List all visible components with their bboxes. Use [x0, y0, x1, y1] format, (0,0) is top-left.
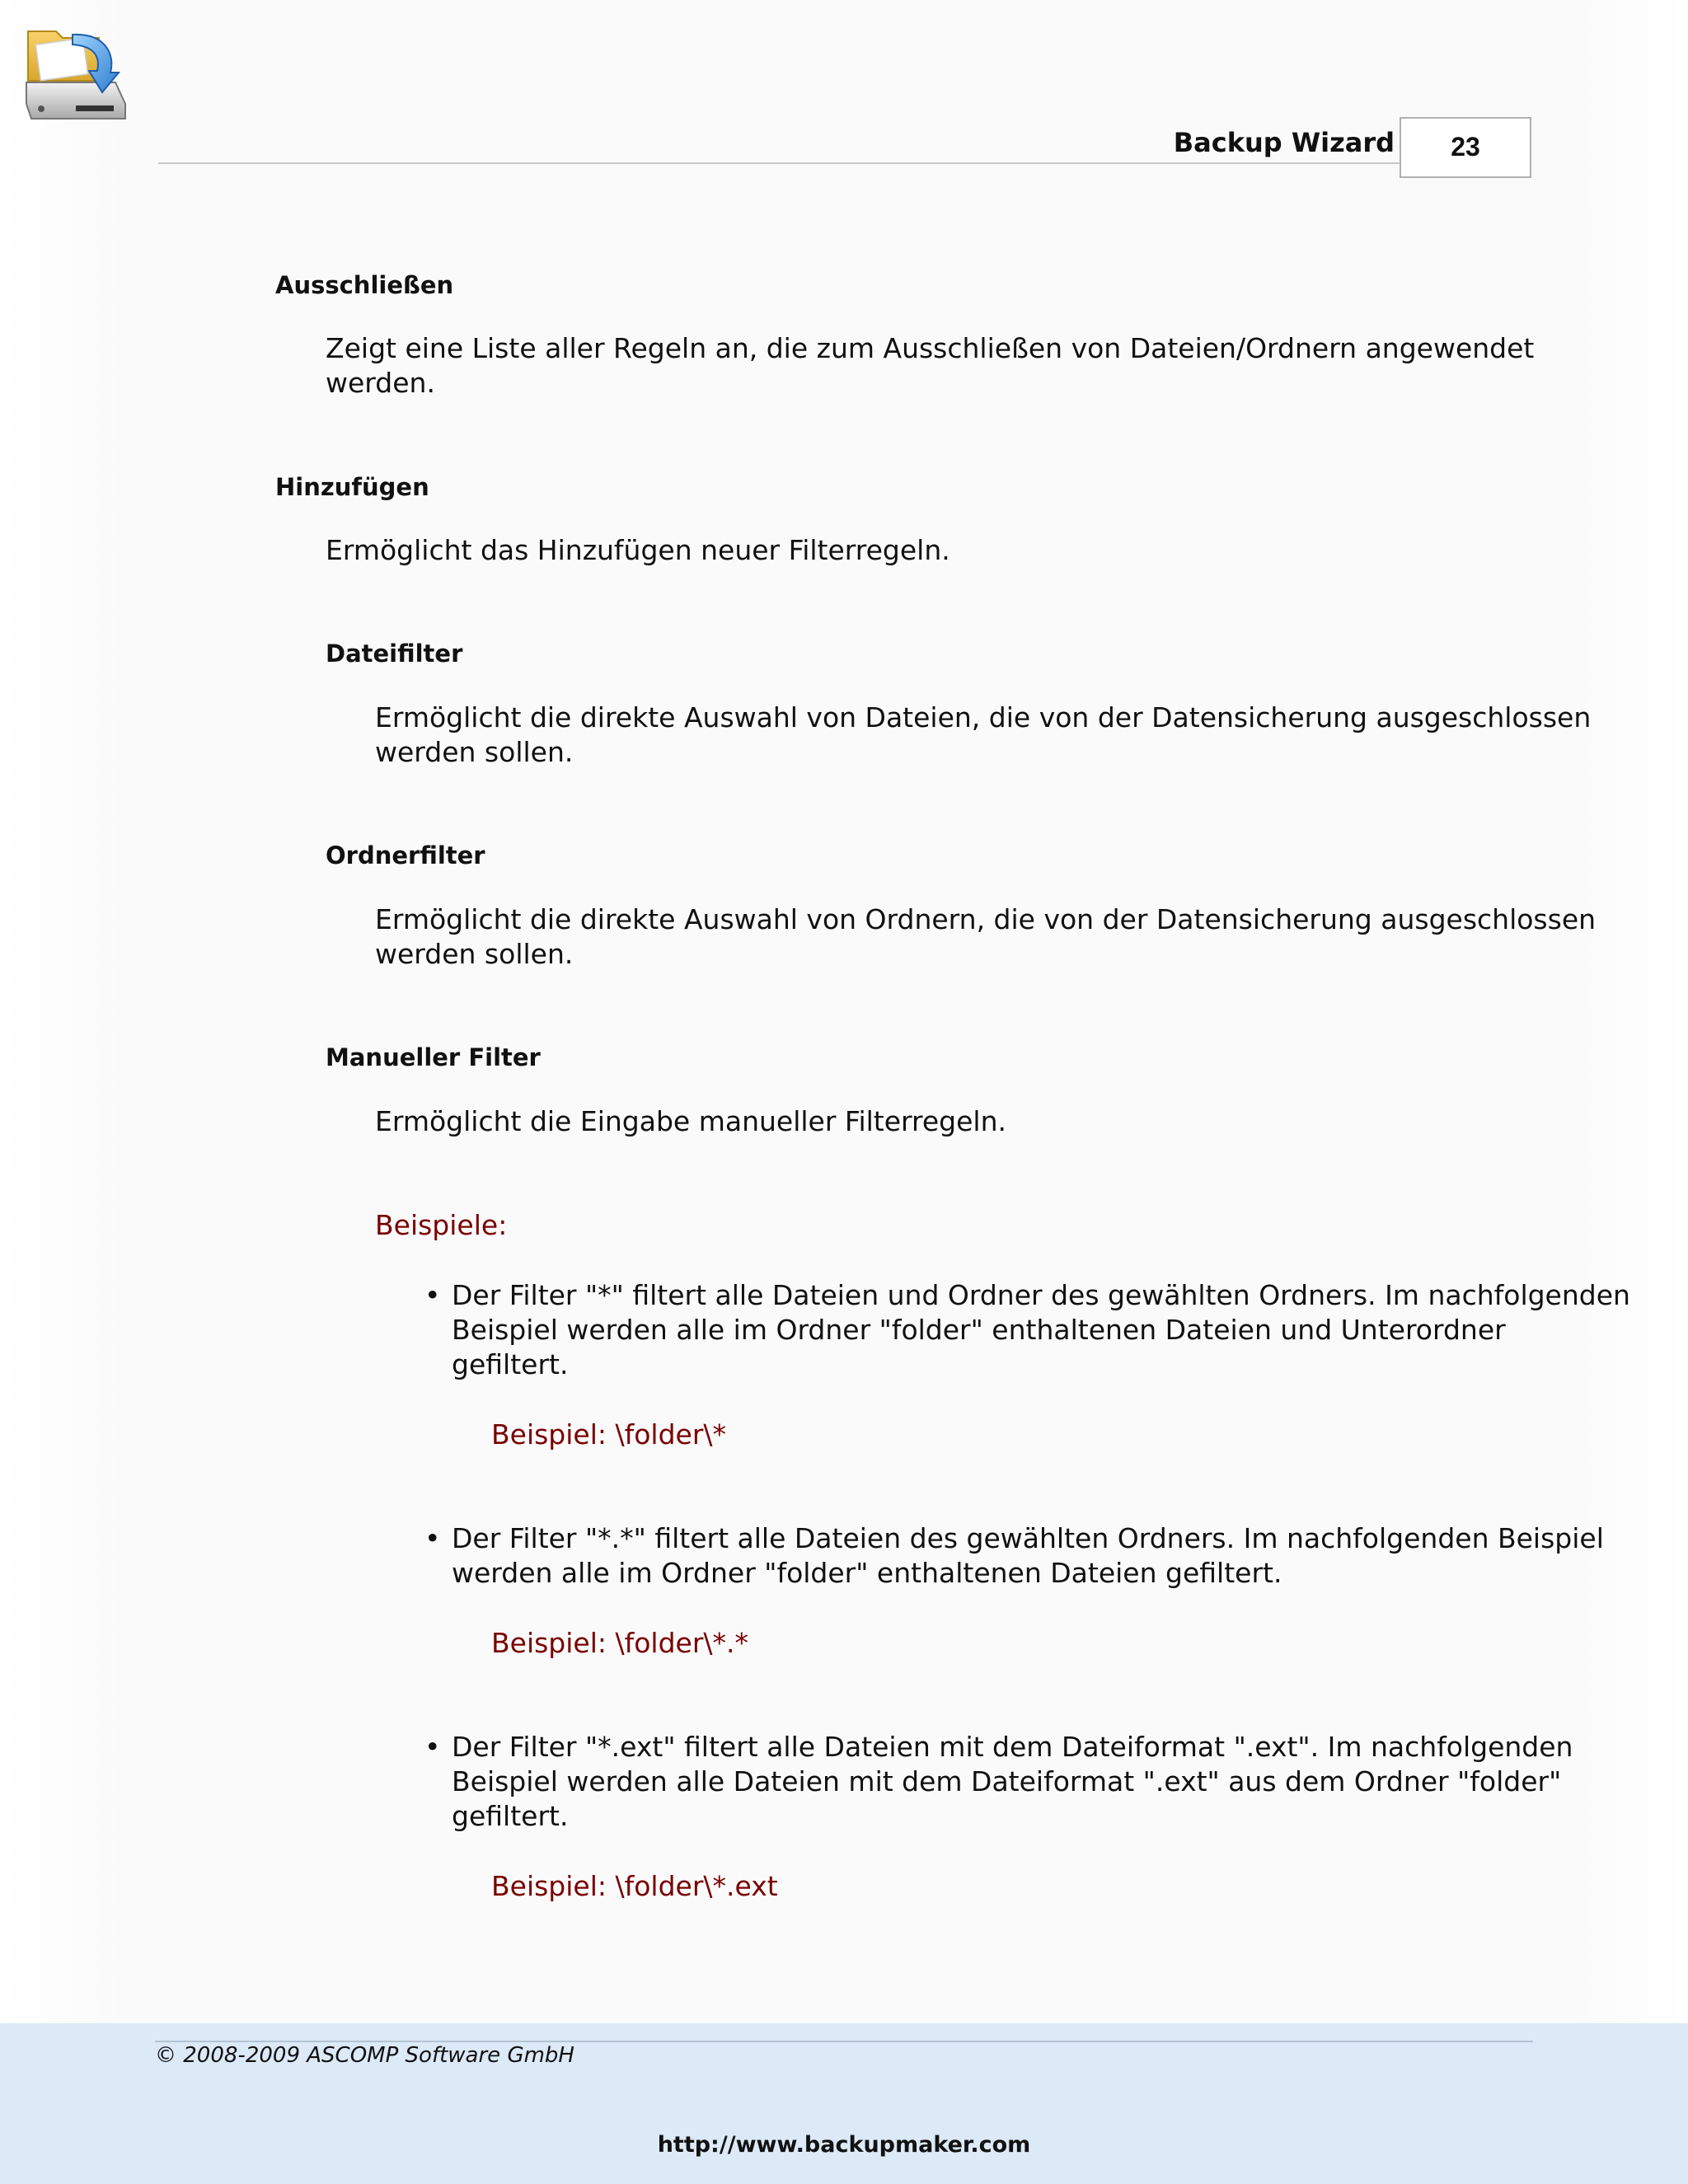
subsection-heading-dateifilter: Dateifilter	[326, 640, 463, 668]
paragraph-line: werden sollen.	[375, 736, 574, 768]
footer-divider	[155, 2041, 1533, 2042]
paragraph-line: Zeigt eine Liste aller Regeln an, die zum Ausschließen von Dateien/Ordnern angewendet	[326, 332, 1535, 364]
subsection-heading-manueller-filter: Manueller Filter	[326, 1043, 541, 1071]
section-heading-ausschliessen: Ausschließen	[275, 271, 454, 299]
example-code: Beispiel: \folder\*	[491, 1418, 727, 1451]
bullet-marker: •	[424, 1522, 441, 1554]
section-heading-hinzufuegen: Hinzufügen	[275, 473, 429, 501]
list-item-line: gefiltert.	[452, 1800, 569, 1832]
paragraph-line: Ermöglicht die Eingabe manueller Filterregeln.	[375, 1105, 1007, 1137]
subsection-heading-ordnerfilter: Ordnerfilter	[326, 841, 485, 869]
header-divider	[158, 162, 1400, 164]
list-item-line: Beispiel werden alle im Ordner "folder" enthaltenen Dateien und Unterordner	[452, 1314, 1506, 1346]
paragraph-line: werden sollen.	[375, 938, 574, 970]
paragraph-line: Ermöglicht das Hinzufügen neuer Filterregeln.	[326, 534, 950, 566]
paragraph-line: Ermöglicht die direkte Auswahl von Ordnern, die von der Datensicherung ausgeschlossen	[375, 903, 1597, 935]
list-item-line: Beispiel werden alle Dateien mit dem Dateiformat ".ext" aus dem Ordner "folder"	[452, 1765, 1562, 1797]
backup-drive-folder-icon	[23, 23, 130, 126]
examples-label: Beispiele:	[375, 1209, 508, 1241]
list-item-line: Der Filter "*.ext" filtert alle Dateien mit dem Dateiformat ".ext". Im nachfolgenden	[452, 1731, 1573, 1763]
bullet-marker: •	[424, 1279, 441, 1311]
bullet-marker: •	[424, 1731, 441, 1763]
paragraph-line: werden.	[326, 367, 435, 399]
copyright-text: © 2008-2009 ASCOMP Software GmbH	[155, 2043, 574, 2068]
list-item-line: gefiltert.	[452, 1348, 569, 1380]
example-code: Beispiel: \folder\*.ext	[491, 1870, 778, 1902]
website-link[interactable]: http://www.backupmaker.com	[657, 2132, 1031, 2158]
page-number: 23	[1400, 117, 1531, 178]
header-title: Backup Wizard	[1173, 127, 1395, 158]
list-item-line: Der Filter "*" filtert alle Dateien und Ordner des gewählten Ordners. Im nachfolgenden	[452, 1279, 1630, 1311]
list-item-line: werden alle im Ordner "folder" enthaltenen Dateien gefiltert.	[452, 1557, 1282, 1589]
example-code: Beispiel: \folder\*.*	[491, 1627, 749, 1659]
paragraph-line: Ermöglicht die direkte Auswahl von Dateien, die von der Datensicherung ausgeschlossen	[375, 701, 1592, 733]
list-item-line: Der Filter "*.*" filtert alle Dateien des gewählten Ordners. Im nachfolgenden Beispiel	[452, 1522, 1604, 1554]
